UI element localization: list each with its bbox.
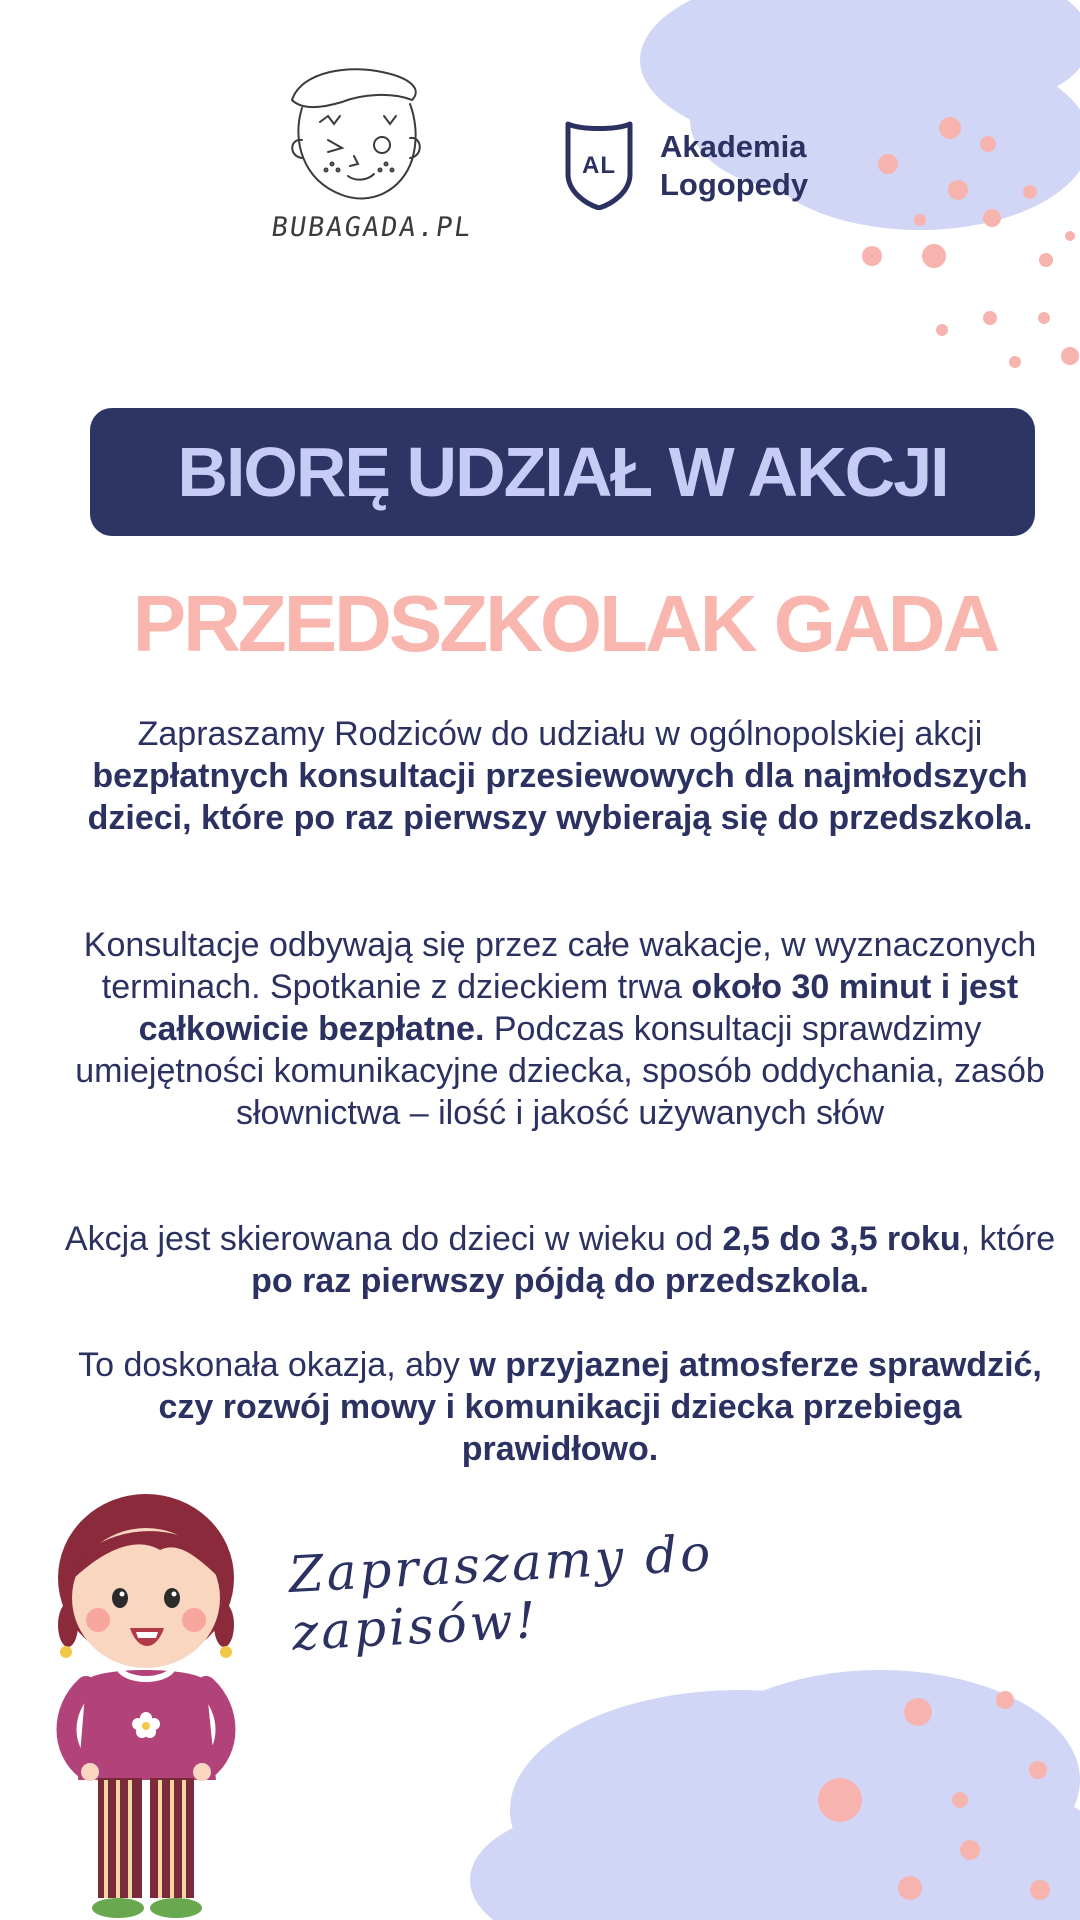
p3-bold-1: 2,5 do 3,5 roku (722, 1220, 961, 1258)
banner-title: BIORĘ UDZIAŁ W AKCJI (177, 433, 948, 511)
logos-row (0, 60, 1080, 260)
p3-text-1: Akcja jest skierowana do dzieci w wieku od (64, 1220, 723, 1258)
boy-face-sketch-icon (262, 60, 482, 210)
invite-script-text: Zapraszamy do zapisów! (287, 1523, 715, 1662)
p2-bold: około 30 minut i jest całkowicie bezpłatne. (138, 968, 1019, 1048)
p4-bold: w przyjaznej atmosferze sprawdzić, czy rozwój mowy i komunikacji dziecka przebiega prawidłowo. (158, 1346, 1042, 1468)
al-monogram: AL (582, 152, 616, 179)
girl-illustration (50, 1480, 250, 1920)
campaign-name: PRZEDSZKOLAK GADA (132, 579, 998, 668)
p2-text-2: Podczas konsultacji sprawdzimy umiejętności komunikacyjne dziecka, sposób oddychania, zasób słownictwa – ilość i jakość używanych słów (75, 1010, 1045, 1132)
p3-text-2: , które (960, 1220, 1056, 1258)
decorative-blob-bottom (440, 1640, 1080, 1920)
p1-bold: bezpłatnych konsultacji przesiewowych dla najmłodszych dzieci, które po raz pierwszy wybierają się do przedszkola. (87, 757, 1033, 837)
p4-text: To doskonała okazja, aby (78, 1346, 470, 1384)
paragraph-invitation (60, 713, 1060, 839)
akademia-name-line1: Akademia (660, 129, 807, 164)
headline-banner (90, 408, 1035, 536)
akademia-logopedy-logo (562, 118, 862, 218)
p2-text-1: Konsultacje odbywają się przez całe wakacje, w wyznaczonych terminach. Spotkanie z dzieckiem trwa (83, 926, 1037, 1006)
paragraph-consultation-details (60, 924, 1060, 1134)
akademia-name-line2: Logopedy (660, 167, 809, 202)
bubagada-logo (262, 60, 482, 260)
p1-text: Zapraszamy Rodziców do udziału w ogólnopolskiej akcji (137, 715, 983, 753)
paragraph-opportunity (60, 1344, 1060, 1470)
akademia-logopedy-name (660, 128, 808, 204)
bubagada-wordmark: BUBAGADA.PL (269, 212, 475, 243)
p3-bold-2: po raz pierwszy pójdą do przedszkola. (251, 1262, 869, 1300)
paragraph-target-age (60, 1218, 1060, 1302)
